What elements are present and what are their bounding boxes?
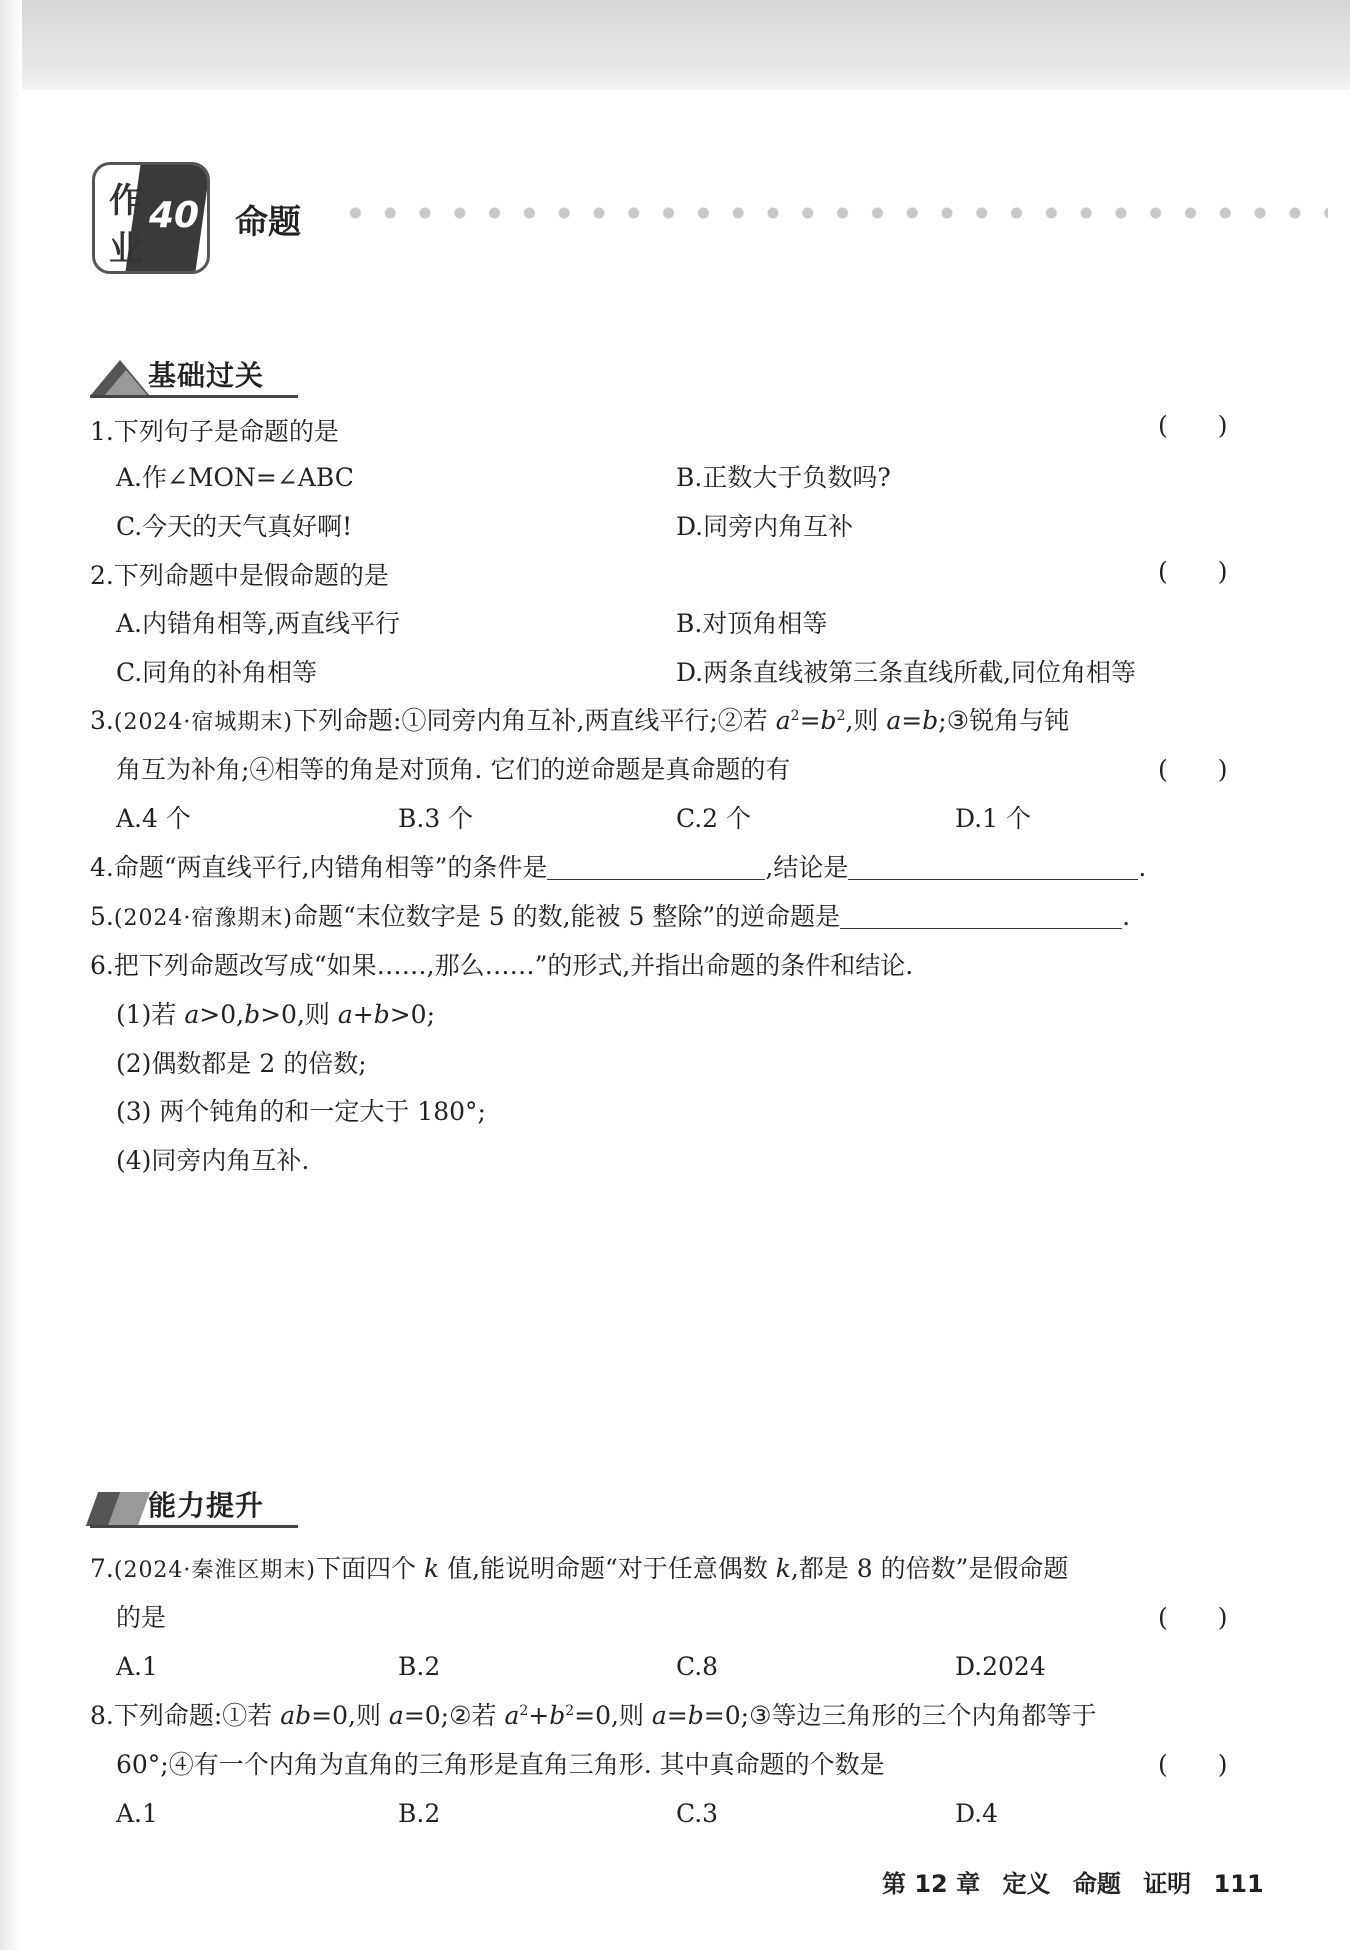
q6-var-a2: a: [337, 1000, 353, 1029]
section-underline: [90, 395, 298, 398]
q6-s1-b: >0,: [199, 1000, 245, 1029]
section-underline: [90, 1525, 298, 1528]
q1-option-a: A.作∠MON=∠ABC: [116, 463, 354, 492]
badge-char-top: 作: [109, 181, 143, 221]
q2-answer-paren: ( ): [1158, 557, 1228, 586]
q3-line2: 角互为补角;④相等的角是对顶角. 它们的逆命题是真命题的有: [116, 755, 791, 784]
q6-sub4: (4)同旁内角互补.: [116, 1146, 310, 1175]
q2-option-b: B.对顶角相等: [676, 609, 828, 638]
q2-option-d: D.两条直线被第三条直线所截,同位角相等: [676, 658, 1137, 687]
q7-line2: 的是: [116, 1603, 167, 1632]
q7-text-b: 值,能说明命题“对于任意偶数: [439, 1554, 776, 1583]
footer-word-definition: 定义: [1002, 1870, 1051, 1898]
section-label: 基础过关: [148, 359, 265, 392]
page-number: 111: [1213, 1870, 1264, 1898]
q8-text-c: =0;②若: [403, 1701, 505, 1730]
q3-answer-paren: ( ): [1158, 755, 1228, 784]
q6-sub1: [116, 999, 435, 1031]
q2-option-a: A.内错角相等,两直线平行: [116, 609, 400, 638]
q7-option-b: B.2: [398, 1652, 441, 1681]
q8-text-a: 8.下列命题:①若: [90, 1701, 281, 1730]
q3-line1: 3.(2024·宿城期末)下列命题:①同旁内角互补,两直线平行;②若 $a^2=b^2$,则 a=b;③锐角与钝: [90, 706, 1070, 735]
q8-var-a3: a: [651, 1701, 667, 1730]
scan-shadow-left: [0, 0, 22, 1950]
section-triangle-small-icon: [104, 370, 148, 396]
q8-option-a: A.1: [116, 1799, 158, 1828]
q6-stem: 6.把下列命题改写成“如果……,那么……”的形式,并指出命题的条件和结论.: [90, 951, 914, 980]
q1-option-d: D.同旁内角互补: [676, 512, 854, 541]
q1-option-b: B.正数大于负数吗?: [676, 463, 891, 492]
badge-char-bottom: 业: [109, 229, 143, 269]
q8-var-a: a: [388, 1701, 404, 1730]
q6-sub3: (3) 两个钝角的和一定大于 180°;: [116, 1097, 486, 1126]
q8-text-b: =0,则: [311, 1701, 389, 1730]
q5-end: .: [1122, 902, 1131, 931]
q8-answer-paren: ( ): [1158, 1750, 1228, 1779]
q5-number: 5.: [90, 902, 114, 931]
q8-eq: =: [666, 1701, 688, 1730]
section-label: 能力提升: [148, 1489, 265, 1522]
q5-line: [90, 901, 1130, 935]
q4-conclusion-blank[interactable]: [848, 853, 1138, 880]
q3-var-a2: a: [886, 706, 902, 735]
q7-line1: [90, 1553, 1068, 1587]
q3-option-c: C.2 个: [676, 804, 752, 833]
q5-answer-blank[interactable]: [840, 902, 1122, 929]
q8-line1: 8.下列命题:①若 ab=0,则 a=0;②若 $a^2+b^2=0$,则 a=b=0;③等边三角形的三个内角都等于: [90, 1701, 1097, 1730]
q6-s1-d: +: [352, 1000, 374, 1029]
q3-text-c: ;③锐角与钝: [938, 706, 1070, 735]
q7-var-k2: k: [775, 1554, 791, 1583]
q7-option-a: A.1: [116, 1652, 158, 1681]
q7-source: (2024·秦淮区期末): [113, 1558, 317, 1583]
q8-var-b2: b: [549, 1701, 566, 1730]
q3-var-b: b: [820, 706, 837, 735]
q8-line2: 60°;④有一个内角为直角的三角形是直角三角形. 其中真命题的个数是: [116, 1750, 885, 1779]
q2-stem: 2.下列命题中是假命题的是: [90, 561, 389, 590]
q5-stem: 命题“末位数字是 5 的数,能被 5 整除”的逆命题是: [293, 902, 841, 931]
q7-answer-paren: ( ): [1158, 1603, 1228, 1632]
q6-s1-c: >0,则: [260, 1000, 338, 1029]
footer-word-proposition: 命题: [1072, 1870, 1121, 1898]
q3-eq1: =: [799, 706, 821, 735]
page-footer: [882, 1864, 1278, 1899]
q4-end: .: [1138, 853, 1147, 882]
q1-option-c: C.今天的天气真好啊!: [116, 512, 353, 541]
q8-option-d: D.4: [955, 1799, 999, 1828]
q3-var-a: a: [775, 706, 791, 735]
q8-plus: +: [528, 1701, 550, 1730]
q4-line: [90, 852, 1146, 884]
q6-s1-e: >0;: [389, 1000, 436, 1029]
scan-shadow-top: [0, 0, 1350, 90]
q5-source: (2024·宿豫期末): [113, 906, 294, 931]
q3-option-d: D.1 个: [955, 804, 1031, 833]
q8-option-c: C.3: [676, 1799, 719, 1828]
q6-sub2: (2)偶数都是 2 的倍数;: [116, 1049, 367, 1078]
homework-badge: [92, 162, 210, 274]
q4-stem: 4.命题“两直线平行,内错角相等”的条件是: [90, 853, 548, 882]
q3-var-b2: b: [922, 706, 939, 735]
section-header-basic: [90, 356, 298, 402]
q4-condition-blank[interactable]: [547, 853, 765, 880]
page-title: 命题: [235, 202, 301, 241]
q8-var-b3: b: [687, 1701, 704, 1730]
q8-text-d: =0,则: [574, 1701, 652, 1730]
q6-var-b: b: [244, 1000, 261, 1029]
footer-chapter: 第 12 章: [882, 1870, 981, 1898]
q7-var-k: k: [423, 1554, 440, 1583]
q7-text-a: 下面四个: [316, 1554, 424, 1583]
q3-text-b: ,则: [845, 706, 887, 735]
q3-source: (2024·宿城期末): [113, 710, 294, 735]
q7-option-c: C.8: [676, 1652, 719, 1681]
q7-number: 7.: [90, 1554, 114, 1583]
q8-var-a2: a: [504, 1701, 520, 1730]
q2-option-c: C.同角的补角相等: [116, 658, 318, 687]
q7-option-d: D.2024: [955, 1652, 1046, 1681]
q3-option-a: A.4 个: [116, 804, 191, 833]
dotted-rule: [338, 206, 1328, 220]
q6-var-b2: b: [373, 1000, 390, 1029]
q3-eq2: =: [901, 706, 923, 735]
q6-s1-a: (1)若: [116, 1000, 185, 1029]
q6-var-a: a: [184, 1000, 200, 1029]
q7-text-c: ,都是 8 的倍数”是假命题: [790, 1554, 1069, 1583]
footer-word-proof: 证明: [1143, 1870, 1192, 1898]
q3-number: 3.: [90, 706, 114, 735]
q3-option-b: B.3 个: [398, 804, 474, 833]
q3-text-a: 下列命题:①同旁内角互补,两直线平行;②若: [293, 706, 776, 735]
q8-var-ab: ab: [280, 1701, 312, 1730]
q8-option-b: B.2: [398, 1799, 441, 1828]
section-header-advanced: [90, 1486, 298, 1532]
q8-text-e: =0;③等边三角形的三个内角都等于: [703, 1701, 1097, 1730]
q1-answer-paren: ( ): [1158, 411, 1228, 440]
q1-stem: 1.下列句子是命题的是: [90, 417, 339, 446]
badge-number: 40: [149, 195, 200, 236]
q4-mid: ,结论是: [765, 853, 849, 882]
